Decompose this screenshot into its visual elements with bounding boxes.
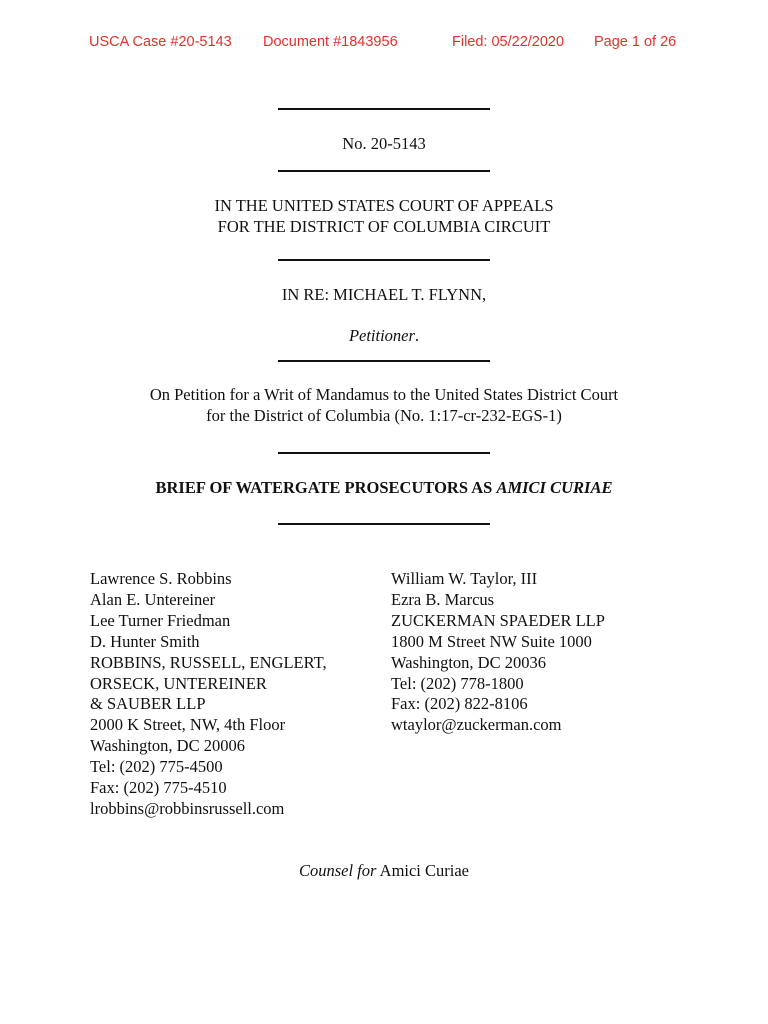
counsel-left-line: Lee Turner Friedman (90, 610, 231, 630)
counsel-footer (0, 861, 768, 881)
counsel-right-column (391, 569, 605, 736)
document-number-stamp: Document #1843956 (263, 34, 398, 50)
brief-title-italic: AMICI CURIAE (496, 478, 613, 497)
party-role: Petitioner (348, 326, 415, 345)
counsel-left-line: Alan E. Untereiner (90, 589, 216, 609)
counsel-left-line: D. Hunter Smith (90, 631, 200, 651)
counsel-footer-italic: Counsel for (298, 861, 377, 880)
counsel-right-line: Fax: (202) 822-8106 (391, 694, 528, 714)
counsel-left-line: 2000 K Street, NW, 4th Floor (90, 715, 286, 735)
filing-stamp-header (0, 34, 768, 54)
counsel-footer-plain: Amici Curiae (376, 861, 470, 880)
page-count-stamp: Page 1 of 26 (594, 34, 677, 50)
petition-line-2: for the District of Columbia (No. 1:17-cr-232-EGS-1) (206, 406, 562, 425)
divider-rule-2 (278, 170, 490, 172)
counsel-right-line: Ezra B. Marcus (391, 589, 495, 609)
divider-rule-6 (278, 523, 490, 525)
petition-line-1: On Petition for a Writ of Mandamus to the United States District Court (149, 385, 619, 404)
counsel-left-line: Lawrence S. Robbins (90, 569, 232, 588)
filed-date-stamp: Filed: 05/22/2020 (452, 34, 565, 50)
party-role-punct: . (414, 326, 420, 345)
counsel-right-line: William W. Taylor, III (391, 569, 538, 588)
counsel-left-line: Washington, DC 20006 (90, 736, 245, 756)
divider-rule-5 (278, 452, 490, 454)
counsel-left-column (90, 569, 327, 820)
case-number-stamp: USCA Case #20-5143 (89, 34, 232, 50)
counsel-left-email: lrobbins@robbinsrussell.com (90, 798, 285, 818)
counsel-right-line: 1800 M Street NW Suite 1000 (391, 631, 592, 651)
counsel-left-line: ROBBINS, RUSSELL, ENGLERT, (90, 652, 327, 672)
counsel-right-line: Washington, DC 20036 (391, 652, 546, 672)
counsel-left-line: Fax: (202) 775-4510 (90, 778, 227, 798)
brief-title-main: BRIEF OF WATERGATE PROSECUTORS AS (155, 478, 497, 497)
counsel-left-line: & SAUBER LLP (90, 694, 206, 714)
counsel-left-line: Tel: (202) 775-4500 (90, 757, 223, 777)
party-role-line (0, 326, 768, 346)
court-name-line-1: IN THE UNITED STATES COURT OF APPEALS (214, 196, 554, 215)
court-name-line-2: FOR THE DISTRICT OF COLUMBIA CIRCUIT (217, 217, 551, 236)
in-re-line: IN RE: MICHAEL T. FLYNN, (281, 285, 487, 304)
counsel-right-line: ZUCKERMAN SPAEDER LLP (391, 610, 605, 630)
docket-number: No. 20-5143 (342, 134, 426, 153)
brief-title (0, 478, 768, 498)
counsel-right-line: Tel: (202) 778-1800 (391, 673, 524, 693)
divider-rule-4 (278, 360, 490, 362)
counsel-right-email: wtaylor@zuckerman.com (391, 715, 562, 735)
divider-rule-1 (278, 108, 490, 110)
counsel-left-line: ORSECK, UNTEREINER (90, 673, 267, 693)
divider-rule-3 (278, 259, 490, 261)
